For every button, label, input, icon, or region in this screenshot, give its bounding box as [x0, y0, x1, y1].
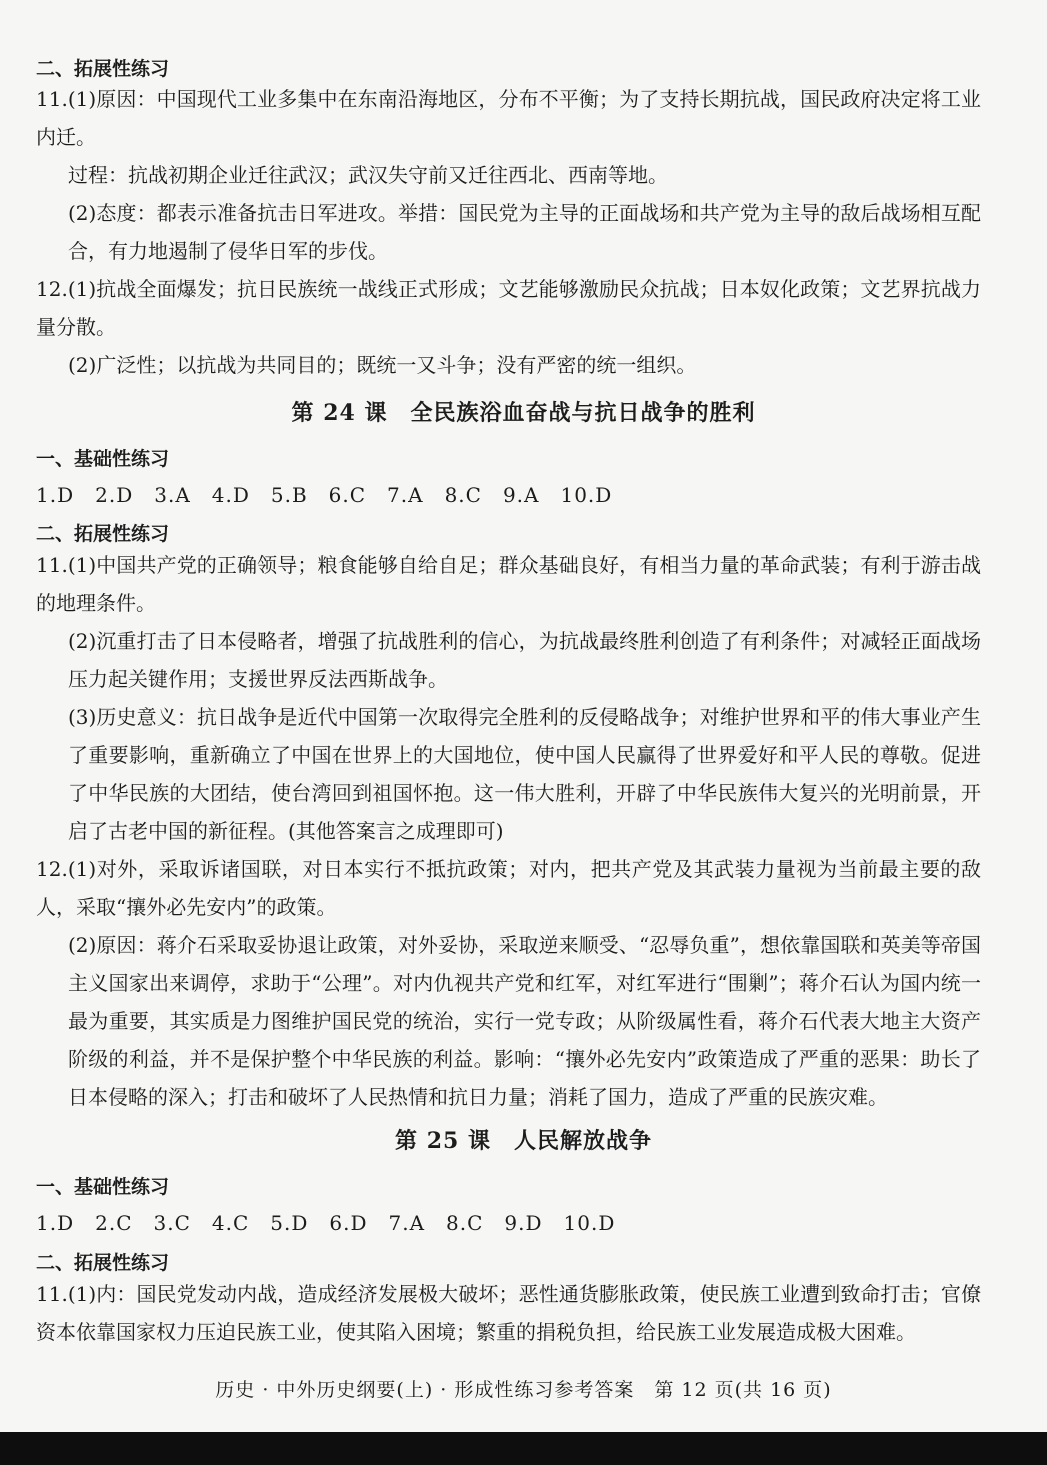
answer-paragraph: 11.(1)原因：中国现代工业多集中在东南沿海地区，分布不平衡；为了支持长期抗战，国民政府决定将工业内迁。	[36, 87, 981, 149]
answer-paragraph: (2)广泛性；以抗战为共同目的；既统一又斗争；没有严密的统一组织。	[68, 353, 697, 377]
answer-paragraph: (3)历史意义：抗日战争是近代中国第一次取得完全胜利的反侵略战争；对维护世界和平的伟大事业产生了重要影响，重新确立了中国在世界上的大国地位，使中国人民赢得了世界爱好和平人民的尊敬。促进了中华民族的大团结，使台湾回到祖国怀抱。这一伟大胜利，开辟了中华民族伟大复兴的光明前景，开启了古老中国的新征程。(其他答案言之成理即可)	[68, 705, 981, 843]
answer-paragraph: 12.(1)对外，采取诉诸国联，对日本实行不抵抗政策；对内，把共产党及其武装力量视为当前最主要的敌人，采取“攘外必先安内”的政策。	[36, 857, 981, 919]
section-heading: 一、基础性练习	[36, 448, 170, 470]
lesson-title: 第 25 课 人民解放战争	[395, 1128, 652, 1154]
answer-paragraph: 过程：抗战初期企业迁往武汉；武汉失守前又迁往西北、西南等地。	[68, 163, 668, 187]
question-number: 12.	[36, 277, 68, 301]
answer-key-row: 1.D 2.D 3.A 4.D 5.B 6.C 7.A 8.C 9.A 10.D	[36, 483, 613, 507]
question-number: 11.	[36, 1282, 68, 1306]
answer-paragraph: (2)态度：都表示准备抗击日军进攻。举措：国民党为主导的正面战场和共产党为主导的敌后战场相互配合，有力地遏制了侵华日军的步伐。	[68, 201, 981, 263]
section-heading: 二、拓展性练习	[36, 523, 170, 545]
answer-paragraph: 11.(1)内：国民党发动内战，造成经济发展极大破坏；恶性通货膨胀政策，使民族工业遭到致命打击；官僚资本依靠国家权力压迫民族工业，使其陷入困境；繁重的捐税负担，给民族工业发展造成极大困难。	[36, 1282, 981, 1344]
answer-key-row: 1.D 2.C 3.C 4.C 5.D 6.D 7.A 8.C 9.D 10.D	[36, 1211, 616, 1235]
lesson-title: 第 24 课 全民族浴血奋战与抗日战争的胜利	[291, 400, 756, 426]
question-number: 11.	[36, 553, 68, 577]
section-heading: 一、基础性练习	[36, 1176, 170, 1198]
question-number: 11.	[36, 87, 68, 111]
page-footer: 历史 · 中外历史纲要(上) · 形成性练习参考答案 第 12 页(共 16 页)	[215, 1379, 832, 1401]
question-number: 12.	[36, 857, 68, 881]
answer-paragraph: (2)原因：蒋介石采取妥协退让政策，对外妥协，采取逆来顺受、“忍辱负重”，想依靠国联和英美等帝国主义国家出来调停，求助于“公理”。对内仇视共产党和红军，对红军进行“围剿”；蒋介石认为国内统一最为重要，其实质是力图维护国民党的统治，实行一党专政；从阶级属性看，蒋介石代表大地主大资产阶级的利益，并不是保护整个中华民族的利益。影响：“攘外必先安内”政策造成了严重的恶果：助长了日本侵略的深入；打击和破坏了人民热情和抗日力量；消耗了国力，造成了严重的民族灾难。	[68, 933, 981, 1109]
answer-paragraph: 12.(1)抗战全面爆发；抗日民族统一战线正式形成；文艺能够激励民众抗战；日本奴化政策；文艺界抗战力量分散。	[36, 277, 981, 339]
answer-paragraph: 11.(1)中国共产党的正确领导；粮食能够自给自足；群众基础良好，有相当力量的革命武装；有利于游击战的地理条件。	[36, 553, 981, 615]
scan-edge-bar	[0, 1432, 1047, 1465]
answer-paragraph: (2)沉重打击了日本侵略者，增强了抗战胜利的信心，为抗战最终胜利创造了有利条件；对减轻正面战场压力起关键作用；支援世界反法西斯战争。	[68, 629, 981, 691]
section-heading: 二、拓展性练习	[36, 1252, 170, 1274]
section-heading: 二、拓展性练习	[36, 58, 170, 80]
